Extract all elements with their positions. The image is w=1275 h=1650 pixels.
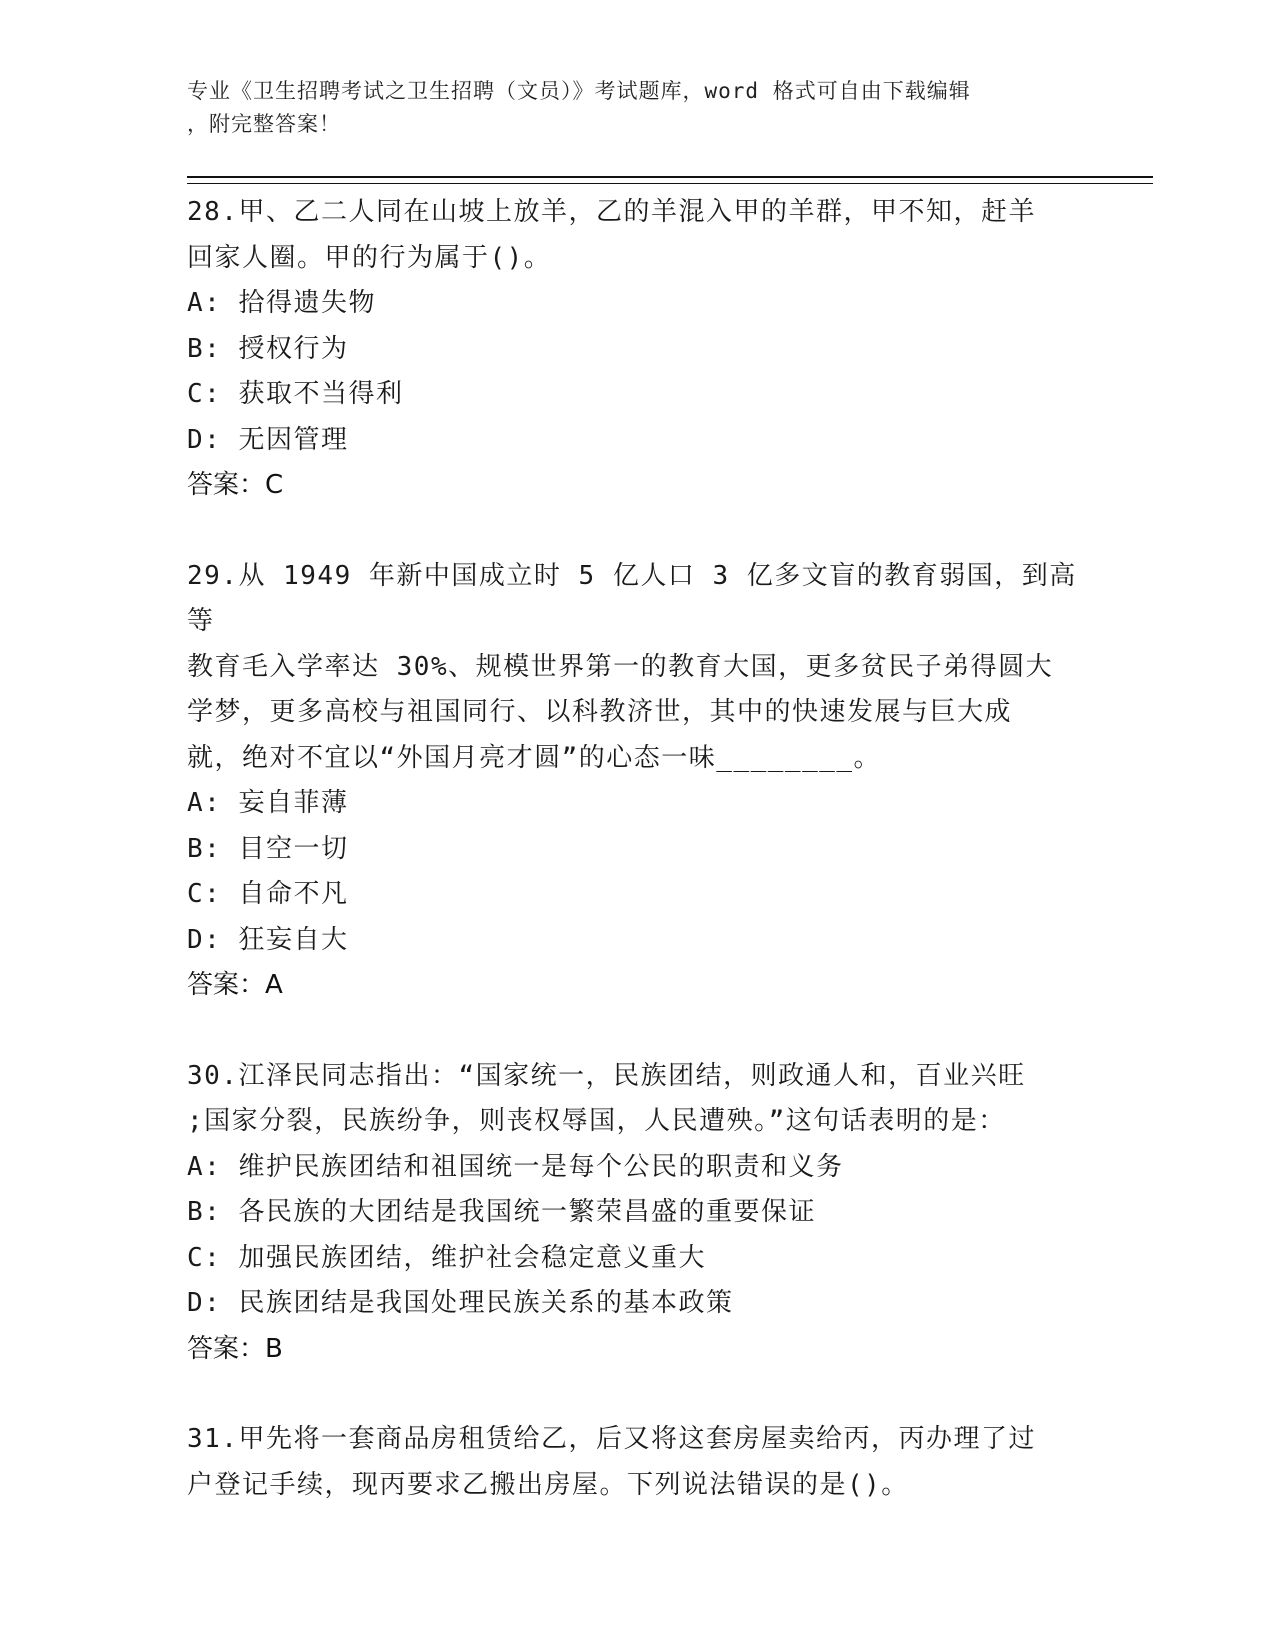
option-b: B: 目空一切 <box>187 833 349 864</box>
option-d: D: 无因管理 <box>187 424 349 455</box>
question-stem-line: 学梦，更多高校与祖国同行、以科教济世，其中的快速发展与巨大成 <box>187 697 1013 727</box>
option-a: A: 拾得遗失物 <box>187 288 376 318</box>
option-b: B: 授权行为 <box>187 333 349 364</box>
question-stem-line: 29.从 1949 年新中国成立时 5 亿人口 3 亿多文盲的教育弱国，到高等 <box>187 560 1077 636</box>
option-b: B: 各民族的大团结是我国统一繁荣昌盛的重要保证 <box>187 1197 816 1227</box>
question-30 <box>187 1054 1087 1373</box>
header-line-2: ，附完整答案！ <box>187 112 341 136</box>
answer: 答案：B <box>187 1333 283 1364</box>
header-divider-thick <box>187 176 1153 178</box>
option-a: A: 妄自菲薄 <box>187 788 349 818</box>
document-header <box>187 75 1087 141</box>
question-stem-line: ;国家分裂，民族纷争，则丧权辱国，人民遭殃。”这句话表明的是： <box>187 1106 1006 1136</box>
answer: 答案：A <box>187 970 283 1000</box>
question-spacer <box>187 1372 1087 1417</box>
question-stem-line: 31.甲先将一套商品房租赁给乙，后又将这套房屋卖给丙，丙办理了过 <box>187 1424 1036 1454</box>
option-d: D: 民族团结是我国处理民族关系的基本政策 <box>187 1288 734 1318</box>
option-c: C: 获取不当得利 <box>187 379 404 409</box>
question-28 <box>187 190 1087 509</box>
header-divider-thin <box>187 183 1153 184</box>
question-stem-line: 户登记手续，现丙要求乙搬出房屋。下列说法错误的是()。 <box>187 1469 909 1500</box>
option-c: C: 加强民族团结，维护社会稳定意义重大 <box>187 1242 706 1273</box>
header-line-1: 专业《卫生招聘考试之卫生招聘（文员）》考试题库，word 格式可自由下载编辑 <box>187 79 971 103</box>
question-31 <box>187 1417 1087 1508</box>
question-29 <box>187 554 1087 1009</box>
question-stem-line: 教育毛入学率达 30%、规模世界第一的教育大国，更多贫民子弟得圆大 <box>187 651 1054 682</box>
option-a: A: 维护民族团结和祖国统一是每个公民的职责和义务 <box>187 1151 844 1182</box>
question-stem-line: 回家人圈。甲的行为属于()。 <box>187 242 552 273</box>
question-spacer <box>187 1009 1087 1054</box>
option-c: C: 自命不凡 <box>187 879 349 909</box>
question-stem-line: 30.江泽民同志指出：“国家统一，民族团结，则政通人和，百业兴旺 <box>187 1060 1026 1091</box>
question-stem-line: 就，绝对不宜以“外国月亮才圆”的心态一味________。 <box>187 742 882 773</box>
question-list <box>187 190 1087 1508</box>
question-stem-line: 28.甲、乙二人同在山坡上放羊，乙的羊混入甲的羊群，甲不知，赶羊 <box>187 197 1036 227</box>
question-spacer <box>187 509 1087 554</box>
option-d: D: 狂妄自大 <box>187 924 349 955</box>
answer: 答案：C <box>187 470 284 500</box>
